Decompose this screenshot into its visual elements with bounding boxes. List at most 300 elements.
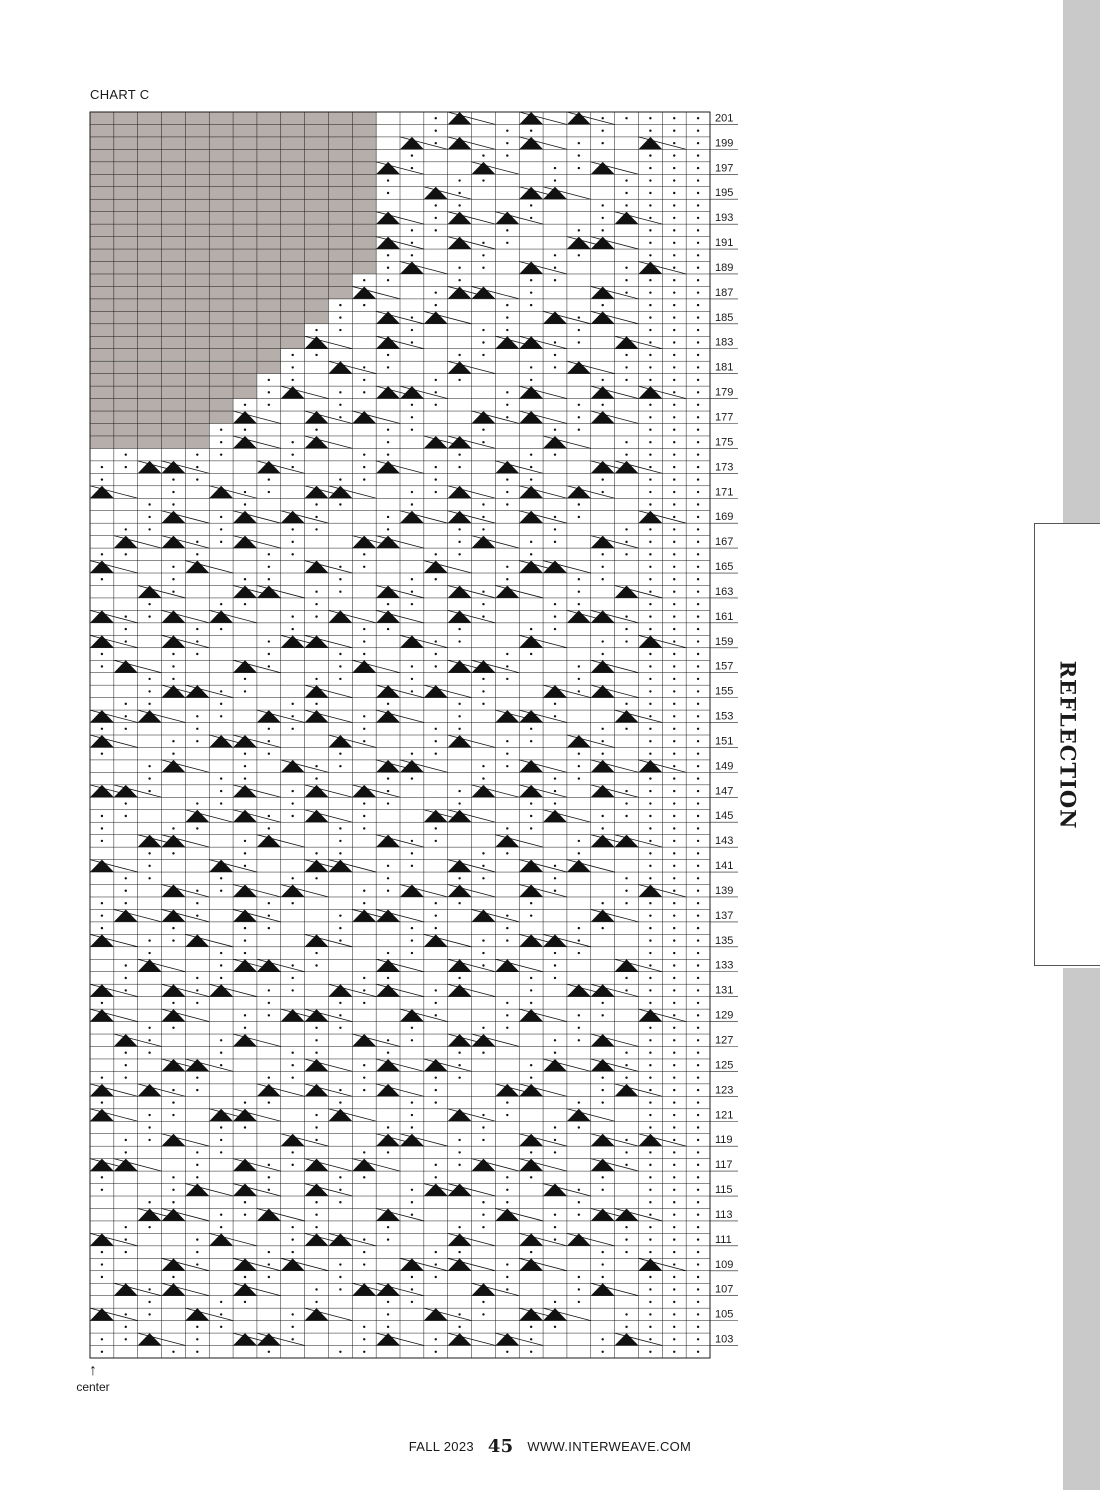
purl-dot [196, 553, 198, 555]
purl-dot [506, 142, 508, 144]
purl-dot [172, 653, 174, 655]
purl-dot [315, 964, 317, 966]
purl-dot [506, 404, 508, 406]
purl-dot [601, 229, 603, 231]
cable-symbol [591, 286, 615, 298]
purl-dot [673, 566, 675, 568]
cable-symbol [591, 461, 615, 473]
purl-dot [649, 703, 651, 705]
purl-dot [411, 1114, 413, 1116]
cable-symbol [448, 860, 472, 872]
purl-dot [458, 267, 460, 269]
row-label: 155 [715, 685, 734, 698]
purl-dot [148, 678, 150, 680]
purl-dot [649, 1164, 651, 1166]
purl-dot [339, 914, 341, 916]
purl-dot [649, 429, 651, 431]
purl-dot [578, 939, 580, 941]
purl-dot [411, 329, 413, 331]
purl-dot [578, 167, 580, 169]
cable-symbol [448, 810, 472, 822]
cable-symbol [495, 336, 519, 348]
purl-dot [244, 503, 246, 505]
purl-dot [673, 503, 675, 505]
cable-symbol [233, 959, 257, 971]
cable-symbol [114, 536, 138, 548]
purl-dot [458, 1313, 460, 1315]
purl-dot [268, 740, 270, 742]
cable-symbol [305, 635, 329, 647]
purl-dot [649, 316, 651, 318]
cable-symbol [591, 411, 615, 423]
purl-dot [387, 354, 389, 356]
purl-dot [411, 154, 413, 156]
purl-dot [125, 628, 127, 630]
cable-symbol [162, 984, 186, 996]
purl-dot [554, 528, 556, 530]
purl-dot [601, 117, 603, 119]
purl-dot [649, 1214, 651, 1216]
purl-dot [220, 877, 222, 879]
purl-dot [291, 354, 293, 356]
purl-dot [482, 1313, 484, 1315]
purl-dot [625, 1076, 627, 1078]
cable-symbol [162, 909, 186, 921]
purl-dot [387, 703, 389, 705]
chart-grid [90, 112, 710, 1358]
purl-dot [554, 1052, 556, 1054]
purl-dot [625, 890, 627, 892]
purl-dot [530, 827, 532, 829]
purl-dot [411, 1189, 413, 1191]
purl-dot [554, 1226, 556, 1228]
purl-dot [530, 902, 532, 904]
purl-dot [625, 628, 627, 630]
purl-dot [315, 354, 317, 356]
cable-symbol [281, 885, 305, 897]
row-label: 145 [715, 810, 734, 823]
purl-dot [291, 1064, 293, 1066]
purl-dot [601, 1276, 603, 1278]
purl-dot [530, 553, 532, 555]
purl-dot [387, 279, 389, 281]
purl-dot [601, 1189, 603, 1191]
purl-dot [220, 1151, 222, 1153]
cable-symbol [448, 511, 472, 523]
cable-symbol [591, 660, 615, 672]
cable-symbol [305, 486, 329, 498]
cable-symbol [472, 909, 496, 921]
purl-dot [435, 217, 437, 219]
purl-dot [649, 503, 651, 505]
purl-dot [387, 516, 389, 518]
cable-symbol [400, 885, 424, 897]
purl-dot [339, 1027, 341, 1029]
cable-symbol [376, 536, 400, 548]
purl-dot [101, 927, 103, 929]
purl-dot [697, 752, 699, 754]
purl-dot [697, 1326, 699, 1328]
purl-dot [673, 1326, 675, 1328]
purl-dot [482, 1126, 484, 1128]
purl-dot [649, 379, 651, 381]
purl-dot [506, 927, 508, 929]
purl-dot [673, 952, 675, 954]
purl-dot [220, 777, 222, 779]
cable-symbol [162, 1059, 186, 1071]
purl-dot [554, 354, 556, 356]
cable-symbol [281, 1009, 305, 1021]
purl-dot [315, 777, 317, 779]
row-label: 133 [715, 959, 734, 972]
purl-dot [268, 914, 270, 916]
purl-dot [625, 366, 627, 368]
purl-dot [435, 914, 437, 916]
purl-dot [363, 379, 365, 381]
cable-symbol [352, 909, 376, 921]
purl-dot [625, 279, 627, 281]
purl-dot [435, 1351, 437, 1353]
purl-dot [387, 429, 389, 431]
purl-dot [673, 740, 675, 742]
cable-symbol [162, 511, 186, 523]
cable-symbol [281, 635, 305, 647]
purl-dot [387, 1126, 389, 1128]
purl-dot [482, 354, 484, 356]
purl-dot [673, 1176, 675, 1178]
purl-dot [315, 703, 317, 705]
purl-dot [482, 615, 484, 617]
cable-symbol [257, 959, 281, 971]
purl-dot [578, 404, 580, 406]
purl-dot [411, 503, 413, 505]
purl-dot [482, 1301, 484, 1303]
purl-dot [458, 1164, 460, 1166]
purl-dot [673, 1114, 675, 1116]
purl-dot [506, 566, 508, 568]
purl-dot [697, 615, 699, 617]
row-label: 135 [715, 934, 734, 947]
cable-symbol [567, 1109, 591, 1121]
purl-dot [339, 840, 341, 842]
row-label: 139 [715, 884, 734, 897]
purl-dot [530, 1064, 532, 1066]
purl-dot [625, 1238, 627, 1240]
purl-dot [268, 491, 270, 493]
purl-dot [697, 827, 699, 829]
purl-dot [673, 790, 675, 792]
cable-symbol [90, 561, 114, 573]
purl-dot [649, 728, 651, 730]
purl-dot [697, 1076, 699, 1078]
purl-dot [506, 316, 508, 318]
purl-dot [244, 765, 246, 767]
purl-dot [268, 1276, 270, 1278]
purl-dot [482, 765, 484, 767]
purl-dot [554, 1214, 556, 1216]
purl-dot [554, 267, 556, 269]
purl-dot [697, 129, 699, 131]
purl-dot [435, 304, 437, 306]
purl-dot [458, 902, 460, 904]
purl-dot [697, 1164, 699, 1166]
purl-dot [363, 1338, 365, 1340]
purl-dot [625, 441, 627, 443]
cable-symbol [328, 984, 352, 996]
cable-symbol [519, 760, 543, 772]
purl-dot [578, 603, 580, 605]
purl-dot [697, 1139, 699, 1141]
purl-dot [649, 304, 651, 306]
cable-symbol [495, 212, 519, 224]
purl-dot [649, 129, 651, 131]
row-label: 181 [715, 361, 734, 374]
purl-dot [673, 1238, 675, 1240]
cable-symbol [591, 1208, 615, 1220]
purl-dot [649, 553, 651, 555]
purl-dot [363, 728, 365, 730]
cable-symbol [519, 486, 543, 498]
purl-dot [339, 503, 341, 505]
purl-dot [125, 1139, 127, 1141]
purl-dot [148, 865, 150, 867]
row-label: 105 [715, 1308, 734, 1321]
row-label: 107 [715, 1283, 734, 1296]
purl-dot [530, 628, 532, 630]
cable-symbol [162, 461, 186, 473]
purl-dot [411, 865, 413, 867]
purl-dot [125, 728, 127, 730]
cable-symbol [305, 1059, 329, 1071]
purl-dot [363, 827, 365, 829]
purl-dot [291, 964, 293, 966]
footer-website: WWW.INTERWEAVE.COM [527, 1439, 692, 1454]
row-label: 191 [715, 237, 734, 250]
purl-dot [649, 1052, 651, 1054]
cable-symbol [376, 336, 400, 348]
purl-dot [697, 665, 699, 667]
purl-dot [315, 1226, 317, 1228]
cable-symbol [567, 486, 591, 498]
purl-dot [506, 478, 508, 480]
cable-symbol [90, 1084, 114, 1096]
purl-dot [697, 516, 699, 518]
cable-symbol [376, 461, 400, 473]
cable-symbol [305, 336, 329, 348]
purl-dot [578, 840, 580, 842]
purl-dot [601, 553, 603, 555]
purl-dot [506, 1101, 508, 1103]
purl-dot [482, 341, 484, 343]
purl-dot [601, 1076, 603, 1078]
cable-symbol [185, 1184, 209, 1196]
cable-symbol [567, 984, 591, 996]
purl-dot [363, 553, 365, 555]
purl-dot [172, 1101, 174, 1103]
purl-dot [363, 1002, 365, 1004]
purl-dot [601, 815, 603, 817]
purl-dot [220, 628, 222, 630]
purl-dot [649, 690, 651, 692]
cable-symbol [233, 909, 257, 921]
purl-dot [625, 977, 627, 979]
row-label: 199 [715, 137, 734, 150]
purl-dot [649, 977, 651, 979]
cable-symbol [376, 909, 400, 921]
purl-dot [697, 715, 699, 717]
purl-dot [411, 1126, 413, 1128]
cable-symbol [281, 511, 305, 523]
purl-dot [578, 154, 580, 156]
purl-dot [268, 1101, 270, 1103]
cable-symbol [138, 1333, 162, 1345]
cable-symbol [567, 237, 591, 249]
cable-symbol [376, 685, 400, 697]
cable-symbol [519, 1233, 543, 1245]
purl-dot [554, 603, 556, 605]
purl-dot [649, 341, 651, 343]
purl-dot [387, 1313, 389, 1315]
purl-dot [697, 865, 699, 867]
purl-dot [697, 1276, 699, 1278]
purl-dot [506, 1263, 508, 1265]
purl-dot [578, 416, 580, 418]
cable-symbol [376, 1208, 400, 1220]
purl-dot [506, 329, 508, 331]
purl-dot [172, 1027, 174, 1029]
purl-dot [578, 578, 580, 580]
purl-dot [673, 341, 675, 343]
purl-dot [697, 678, 699, 680]
purl-dot [649, 1301, 651, 1303]
purl-dot [411, 665, 413, 667]
cable-symbol [400, 1009, 424, 1021]
purl-dot [506, 740, 508, 742]
chart-title: CHART C [90, 87, 150, 102]
purl-dot [458, 1226, 460, 1228]
purl-dot [649, 840, 651, 842]
purl-dot [220, 1064, 222, 1066]
purl-dot [411, 690, 413, 692]
cable-symbol [185, 685, 209, 697]
purl-dot [196, 1176, 198, 1178]
purl-dot [172, 566, 174, 568]
cable-symbol [376, 610, 400, 622]
purl-dot [220, 541, 222, 543]
row-label: 165 [715, 561, 734, 574]
cable-symbol [591, 1034, 615, 1046]
purl-dot [649, 453, 651, 455]
cable-symbol [90, 1109, 114, 1121]
cable-symbol [638, 262, 662, 274]
purl-dot [291, 366, 293, 368]
purl-dot [172, 827, 174, 829]
purl-dot [554, 1139, 556, 1141]
cable-symbol [591, 536, 615, 548]
purl-dot [291, 379, 293, 381]
cable-symbol [638, 511, 662, 523]
purl-dot [220, 1313, 222, 1315]
purl-dot [339, 852, 341, 854]
purl-dot [649, 1201, 651, 1203]
purl-dot [435, 653, 437, 655]
purl-dot [554, 790, 556, 792]
purl-dot [387, 1326, 389, 1328]
cable-symbol [233, 1034, 257, 1046]
purl-dot [101, 1338, 103, 1340]
purl-dot [125, 1052, 127, 1054]
purl-dot [625, 802, 627, 804]
purl-dot [435, 1338, 437, 1340]
cable-symbol [376, 311, 400, 323]
purl-dot [625, 815, 627, 817]
cable-symbol [591, 685, 615, 697]
purl-dot [697, 977, 699, 979]
purl-dot [673, 827, 675, 829]
purl-dot [578, 1189, 580, 1191]
purl-dot [125, 815, 127, 817]
purl-dot [339, 1351, 341, 1353]
purl-dot [482, 852, 484, 854]
purl-dot [697, 453, 699, 455]
purl-dot [196, 1089, 198, 1091]
purl-dot [125, 553, 127, 555]
purl-dot [172, 678, 174, 680]
purl-dot [172, 927, 174, 929]
purl-dot [697, 802, 699, 804]
purl-dot [411, 840, 413, 842]
purl-dot [578, 952, 580, 954]
purl-dot [172, 1002, 174, 1004]
purl-dot [530, 1338, 532, 1340]
purl-dot [196, 827, 198, 829]
purl-dot [673, 179, 675, 181]
purl-dot [482, 591, 484, 593]
purl-dot [578, 329, 580, 331]
purl-dot [649, 1064, 651, 1066]
purl-dot [387, 528, 389, 530]
purl-dot [244, 952, 246, 954]
cable-symbol [495, 461, 519, 473]
cable-symbol [591, 835, 615, 847]
purl-dot [697, 1039, 699, 1041]
purl-dot [315, 678, 317, 680]
cable-symbol [328, 1233, 352, 1245]
purl-dot [697, 291, 699, 293]
purl-dot [649, 752, 651, 754]
purl-dot [673, 802, 675, 804]
purl-dot [673, 615, 675, 617]
cable-symbol [162, 760, 186, 772]
purl-dot [387, 1301, 389, 1303]
purl-dot [673, 1201, 675, 1203]
cable-symbol [257, 1084, 281, 1096]
purl-dot [387, 1151, 389, 1153]
purl-dot [649, 802, 651, 804]
purl-dot [554, 279, 556, 281]
purl-dot [291, 466, 293, 468]
purl-dot [625, 267, 627, 269]
purl-dot [220, 977, 222, 979]
purl-dot [458, 977, 460, 979]
cable-symbol [162, 635, 186, 647]
purl-dot [220, 1139, 222, 1141]
cable-symbol [305, 1159, 329, 1171]
cable-symbol [162, 1258, 186, 1270]
purl-dot [625, 1251, 627, 1253]
purl-dot [482, 1201, 484, 1203]
purl-dot [244, 777, 246, 779]
